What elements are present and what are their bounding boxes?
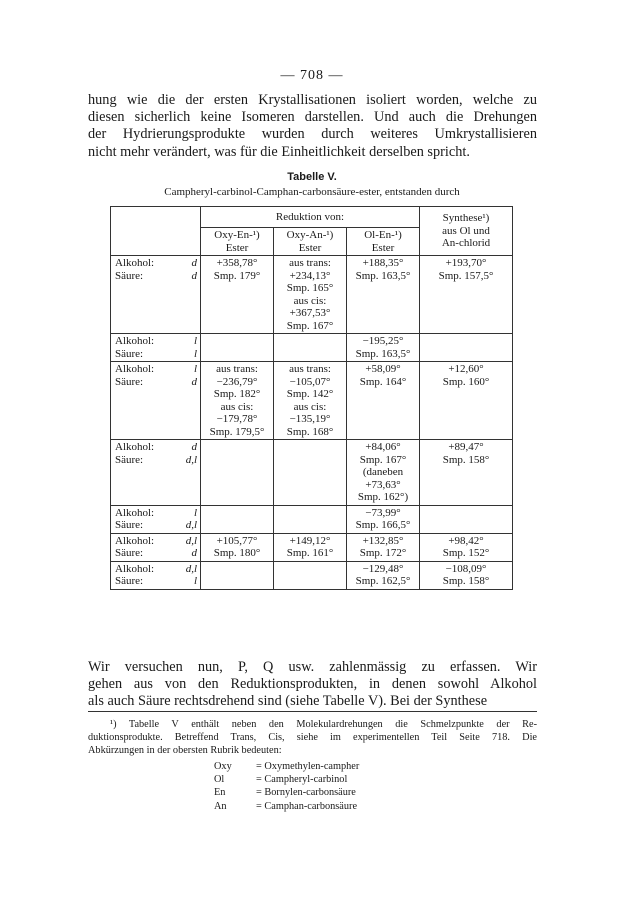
row-label-name: Säure: [115, 269, 144, 282]
cell-line: aus trans: [289, 363, 331, 375]
row-label-sign: d,l [185, 453, 197, 466]
cell-line: Smp. 179° [213, 269, 261, 282]
table-cell [347, 334, 420, 362]
row-label-line [115, 376, 197, 389]
row-label-sign: l [193, 347, 197, 360]
outro-line: gehen aus von den Reduktionsprodukten, in denen sowohl Alkohol [88, 676, 537, 693]
cell-line: aus trans: [216, 363, 258, 375]
row-label-sign: d,l [185, 519, 197, 531]
row-label [111, 440, 201, 506]
cell-line: Smp. 160° [442, 375, 490, 388]
cell-line: Smp. 158° [442, 453, 490, 466]
table-caption: Campheryl-carbinol-Camphan-carbonsäure-ester, entstanden durch [164, 186, 460, 198]
row-label-line [115, 270, 197, 283]
table-row [111, 533, 513, 561]
table-cell [347, 561, 420, 589]
cell-line: Smp. 152° [442, 547, 490, 559]
row-label-name: Säure: [115, 575, 144, 587]
table-cell [201, 256, 274, 334]
table-cell [347, 256, 420, 334]
table-header-col-1 [201, 228, 274, 256]
header-line: Ester [225, 241, 249, 254]
table-cell [420, 362, 513, 440]
row-label-sign: d [191, 547, 197, 559]
footnote-line: ¹) Tabelle V enthält neben den Molekulardrehungen die Schmelzpunkte der Re- [110, 719, 537, 730]
table-cell [201, 533, 274, 561]
outro-line: als auch Säure rechtsdrehend sind (siehe Tabelle V). Bei der Synthese [88, 693, 488, 710]
row-label-sign: l [193, 575, 197, 587]
table-header-blank [111, 207, 201, 256]
cell-line: +12,60° [448, 363, 484, 375]
cell-line: −105,07° [289, 375, 331, 388]
table-row [111, 334, 513, 362]
row-label-name: Alkohol: [115, 441, 155, 453]
row-label-sign: d,l [185, 562, 197, 575]
table-cell [347, 505, 420, 533]
cell-line: Smp. 168° [286, 425, 334, 438]
abbreviation-item [214, 760, 359, 773]
cell-line: Smp. 164° [359, 375, 407, 388]
row-label [111, 561, 201, 589]
header-line: Ester [298, 241, 322, 254]
cell-line: −135,19° [289, 413, 331, 425]
row-label-line [115, 441, 197, 454]
cell-line: +58,09° [365, 363, 401, 375]
row-label-name: Alkohol: [115, 562, 155, 575]
table-header-reduktion: Reduktion von: [201, 207, 420, 228]
row-label-name: Säure: [115, 375, 144, 388]
row-label [111, 505, 201, 533]
cell-line: Smp. 167° [286, 319, 334, 332]
intro-line: nicht mehr verändert, was für die Einheitlichkeit derselben spricht. [88, 143, 470, 160]
table-cell [201, 440, 274, 506]
row-label-line [115, 363, 197, 376]
row-label-sign: l [193, 506, 197, 519]
cell-line: Smp. 167° [359, 453, 407, 466]
page-number: — 708 — [280, 68, 344, 83]
table-cell [201, 362, 274, 440]
cell-line: +234,13° [289, 269, 331, 282]
table-cell [274, 561, 347, 589]
row-label-line [115, 563, 197, 576]
table-cell [420, 505, 513, 533]
abbreviation-item [214, 786, 359, 799]
table-row [111, 256, 513, 334]
intro-line: diesen sicherlich keine Isomeren darstellen. Und auch die Drehungen [88, 109, 537, 126]
outro-paragraph [88, 659, 537, 711]
abbreviation-key: An [214, 800, 227, 812]
cell-line: +193,70° [445, 257, 487, 269]
intro-line: hung wie die der ersten Krystallisationen isoliert worden, welche zu [88, 92, 537, 108]
table-cell [347, 440, 420, 506]
table-row [111, 440, 513, 506]
abbreviation-value: = Oxymethylen-campher [256, 761, 360, 772]
cell-line: Smp. 180° [213, 547, 261, 559]
cell-line: Smp. 142° [286, 388, 334, 400]
row-label-line [115, 547, 197, 560]
row-label-line [115, 454, 197, 467]
table-cell [420, 334, 513, 362]
table-cell [274, 256, 347, 334]
cell-line: +84,06° [365, 441, 401, 453]
row-label-line [115, 507, 197, 520]
row-label-name: Alkohol: [115, 257, 155, 269]
cell-line: +132,85° [362, 534, 404, 547]
row-label-sign: d [191, 441, 197, 453]
cell-line: Smp. 161° [286, 547, 334, 559]
row-label-line [115, 575, 197, 588]
row-label [111, 362, 201, 440]
row-label-sign: l [193, 335, 197, 347]
footnote-rule [88, 711, 537, 712]
table-cell [274, 334, 347, 362]
abbreviation-key: En [214, 787, 226, 799]
cell-line: +89,47° [448, 441, 484, 453]
table-cell [274, 505, 347, 533]
footnote-line: duktionsprodukte. Betreffend Trans, Cis, siehe im experimentellen Teil Seite 718. Die [88, 732, 537, 743]
table-header-synthese [420, 207, 513, 256]
cell-line: aus cis: [293, 400, 327, 413]
row-label [111, 334, 201, 362]
abbreviation-value: = Campheryl-carbinol [256, 774, 348, 786]
cell-line: Smp. 162,5° [355, 575, 411, 587]
footnote [88, 718, 537, 757]
cell-line: +73,63° [365, 478, 401, 491]
abbreviation-item [214, 773, 359, 786]
abbreviation-value: = Bornylen-carbonsäure [256, 787, 356, 799]
cell-line: +188,35° [362, 257, 404, 269]
cell-line: −73,99° [365, 506, 401, 519]
intro-paragraph [88, 92, 537, 161]
cell-line: Smp. 158° [442, 575, 490, 587]
cell-line: −129,48° [362, 562, 404, 575]
row-label-name: Alkohol: [115, 506, 155, 519]
cell-line: −236,79° [216, 375, 258, 388]
cell-line: aus cis: [293, 294, 327, 307]
abbreviation-item [214, 800, 359, 813]
cell-line: +98,42° [448, 534, 484, 547]
table-row [111, 561, 513, 589]
table-row [111, 505, 513, 533]
row-label-line [115, 257, 197, 270]
header-line: Ol-En-¹) [364, 229, 402, 241]
row-label-sign: d [191, 257, 197, 269]
row-label-sign: d,l [185, 534, 197, 547]
cell-line: Smp. 172° [359, 547, 407, 559]
cell-line: +105,77° [216, 534, 258, 547]
header-line: Oxy-An-¹) [286, 229, 334, 241]
outro-line: Wir versuchen nun, P, Q usw. zahlenmässig zu erfassen. Wir [88, 659, 537, 675]
row-label-name: Säure: [115, 453, 144, 466]
cell-line: Smp. 163,5° [355, 269, 411, 282]
row-label-line [115, 535, 197, 548]
table-cell [274, 362, 347, 440]
cell-line: (daneben [362, 466, 404, 478]
table-cell [420, 533, 513, 561]
row-label-line [115, 348, 197, 361]
row-label-line [115, 519, 197, 532]
row-label-name: Säure: [115, 547, 144, 559]
table-title: Tabelle V. [287, 171, 337, 183]
data-table [110, 206, 513, 590]
table-cell [347, 362, 420, 440]
header-line: An-chlorid [441, 237, 491, 250]
row-label-name: Alkohol: [115, 363, 155, 375]
row-label-name: Säure: [115, 519, 144, 531]
cell-line: Smp. 163,5° [355, 347, 411, 360]
row-label-name: Säure: [115, 347, 144, 360]
header-line: Synthese¹) [442, 212, 490, 225]
abbreviation-value: = Camphan-carbonsäure [256, 800, 358, 812]
cell-line: +367,53° [289, 307, 331, 319]
table-cell [201, 505, 274, 533]
table-cell [274, 533, 347, 561]
row-label-sign: l [193, 363, 197, 375]
table-cell [420, 440, 513, 506]
row-label-name: Alkohol: [115, 335, 155, 347]
cell-line: Smp. 162°) [357, 491, 409, 503]
cell-line: aus trans: [289, 257, 331, 269]
cell-line: Smp. 157,5° [438, 269, 494, 282]
table-cell [274, 440, 347, 506]
row-label [111, 533, 201, 561]
table-cell [420, 256, 513, 334]
header-line: Oxy-En-¹) [214, 229, 260, 241]
table-header-col-2 [274, 228, 347, 256]
table-cell [201, 561, 274, 589]
header-line: aus Ol und [442, 224, 490, 237]
cell-line: −108,09° [445, 562, 487, 575]
row-label-sign: d [191, 269, 197, 282]
row-label [111, 256, 201, 334]
row-label-name: Alkohol: [115, 534, 155, 547]
table-cell [420, 561, 513, 589]
cell-line: −195,25° [362, 335, 404, 347]
footnote-line: Abkürzungen in der obersten Rubrik bedeuten: [88, 745, 282, 756]
header-line: Ester [371, 241, 395, 254]
row-label-line [115, 335, 197, 348]
cell-line: +149,12° [289, 534, 331, 547]
table-header-col-3 [347, 228, 420, 256]
abbreviation-key: Ol [214, 774, 225, 786]
abbreviation-list [214, 760, 359, 813]
cell-line: Smp. 182° [213, 388, 261, 400]
cell-line: Smp. 165° [286, 282, 334, 294]
table-cell [201, 334, 274, 362]
cell-line: aus cis: [220, 400, 254, 413]
intro-line: der Hydrierungsprodukte wurden durch weiteres Umkrystallisieren [88, 126, 537, 143]
table-row [111, 362, 513, 440]
cell-line: −179,78° [216, 413, 258, 425]
cell-line: Smp. 179,5° [209, 425, 265, 438]
cell-line: Smp. 166,5° [355, 519, 411, 531]
row-label-sign: d [191, 375, 197, 388]
table-cell [347, 533, 420, 561]
cell-line: +358,78° [216, 257, 258, 269]
abbreviation-key: Oxy [214, 761, 232, 772]
